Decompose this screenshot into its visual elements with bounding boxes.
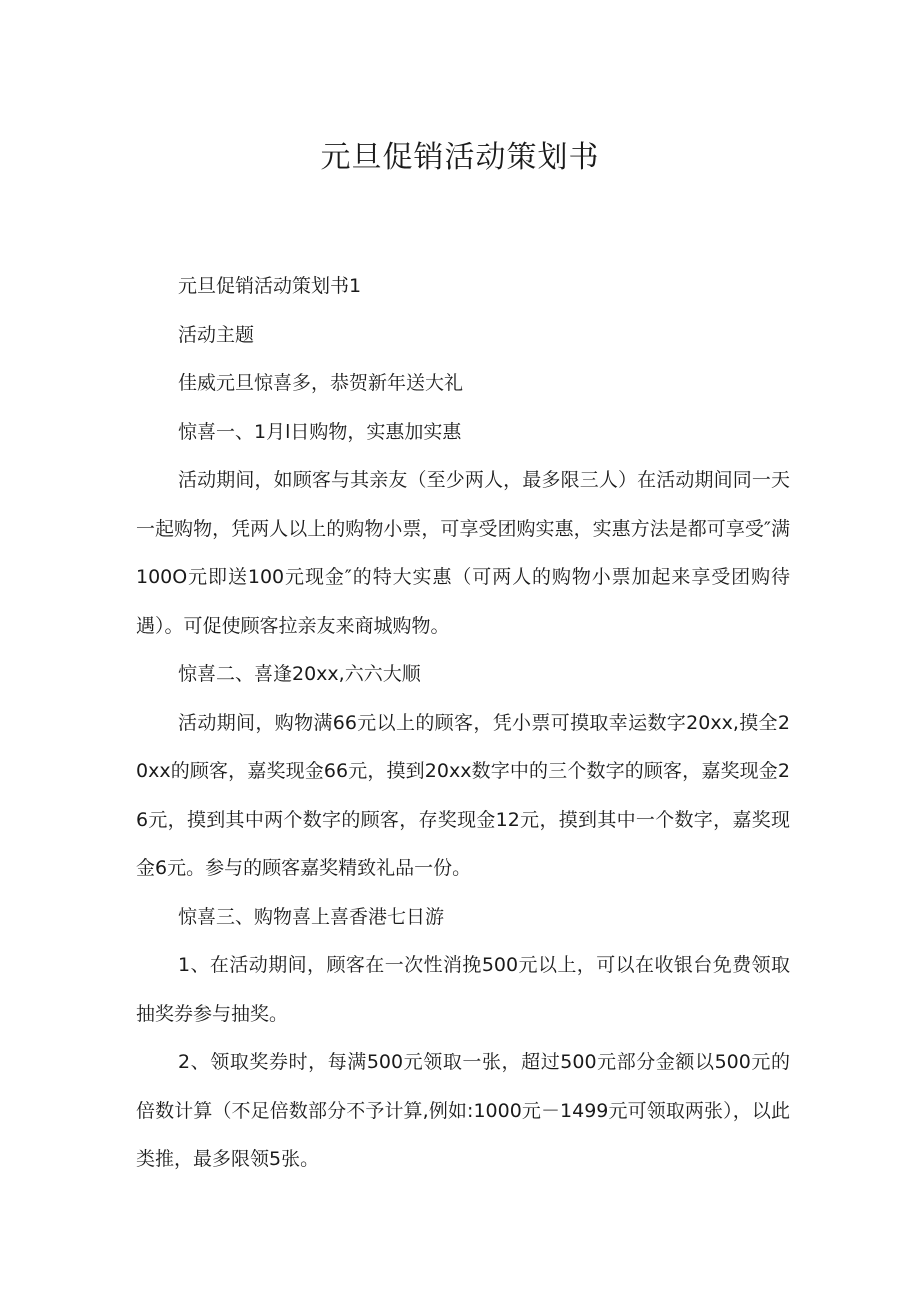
paragraph-theme-heading: 活动主题 [178, 323, 255, 346]
paragraph-subtitle: 元旦促销活动策划书1 [178, 275, 362, 297]
paragraph-surprise-three-heading: 惊喜三、购物喜上喜香港七日游 [178, 905, 445, 928]
paragraph-surprise-two-heading: 惊喜二、喜逢20xx,六六大顺 [178, 663, 421, 685]
paragraph-theme: 佳威元旦惊喜多，恭贺新年送大礼 [178, 372, 464, 394]
paragraph-surprise-one-heading: 惊喜一、1月l日购物，实惠加实惠 [178, 420, 462, 443]
document-title: 元旦促销活动策划书 [320, 140, 600, 175]
paragraph-rule-one: 1、在活动期间，顾客在一次性消挽500元以上，可以在收银台免费领取抽奖券参与抽奖。 [136, 954, 790, 1025]
paragraph-surprise-one-body: 活动期间，如顾客与其亲友（至少两人，最多限三人）在活动期间同一天一起购物，凭两人以上的购物小票，可享受团购实惠，实惠方法是都可享受″满100O元即送100元现金″的特大实惠（可两人的购物小票加起来享受团购待遇）。可促使顾客拉亲友来商城购物。 [136, 469, 790, 637]
paragraph-surprise-two-body: 活动期间，购物满66元以上的顾客，凭小票可摸取幸运数字20xx,摸全20xx的顾客，嘉奖现金66元，摸到20xx数字中的三个数字的顾客，嘉奖现金26元，摸到其中两个数字的顾客，存奖现金12元，摸到其中一个数字，嘉奖现金6元。参与的顾客嘉奖精致礼品一份。 [136, 711, 790, 879]
document-body [136, 262, 790, 1184]
paragraph-rule-two: 2、领取奖券时，每满500元领取一张，超过500元部分金额以500元的倍数计算（不足倍数部分不予计算,例如:1000元－1499元可领取两张），以此类推，最多限领5张。 [136, 1051, 790, 1170]
